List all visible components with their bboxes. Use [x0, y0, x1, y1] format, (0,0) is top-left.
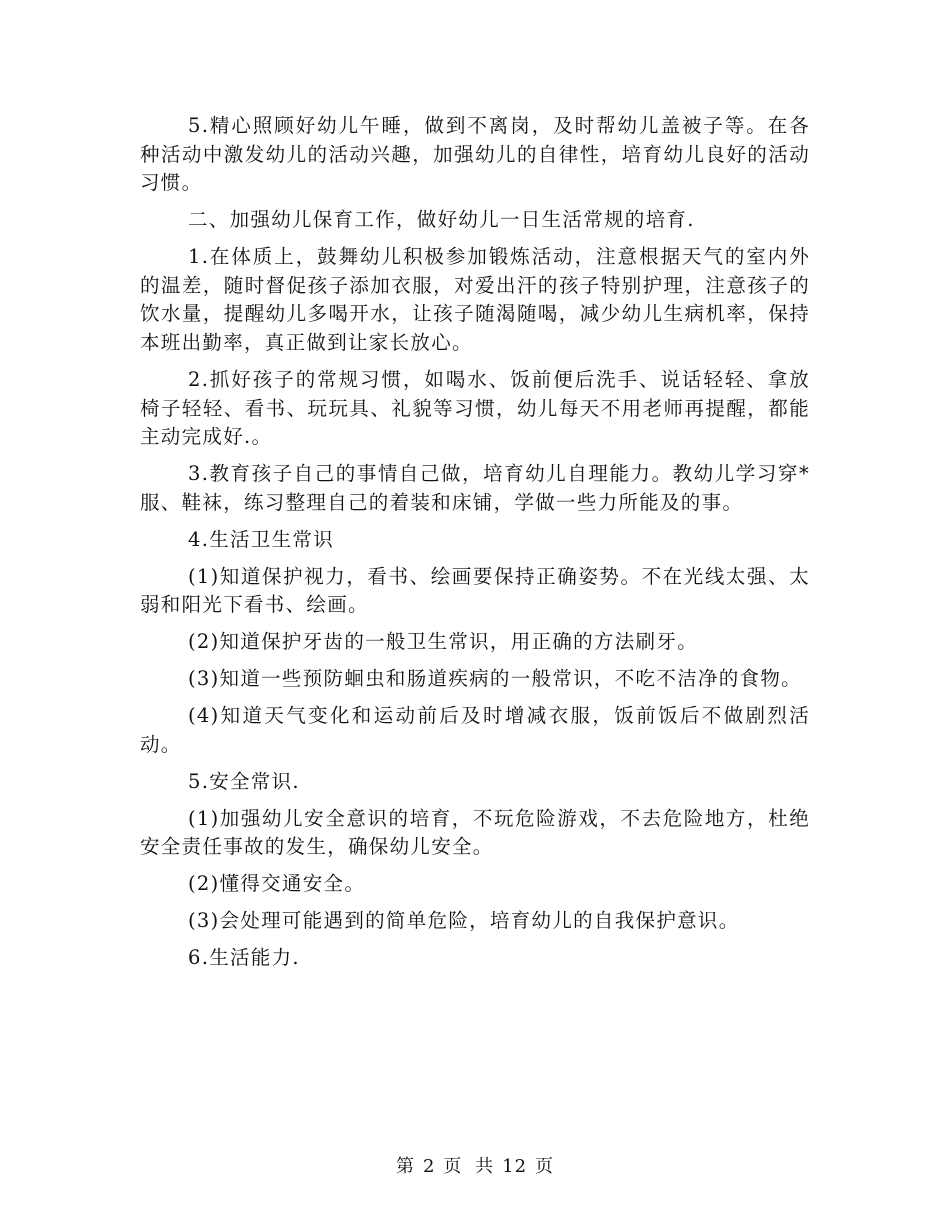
paragraph: 2.抓好孩子的常规习惯，如喝水、饭前便后洗手、说话轻轻、拿放椅子轻轻、看书、玩玩具、礼貌等习惯，幼儿每天不用老师再提醒，都能主动完成好.。	[140, 367, 810, 449]
list-item: (3)会处理可能遇到的简单危险，培育幼儿的自我保护意识。	[188, 909, 740, 933]
page-content	[140, 112, 810, 981]
list-item: (2)懂得交通安全。	[188, 872, 366, 896]
footer-prefix: 第	[395, 1156, 415, 1177]
current-page-number: 2	[422, 1156, 436, 1177]
subsection-heading: 5.安全常识.	[188, 769, 300, 793]
page-footer	[0, 1152, 950, 1178]
subsection-heading: 4.生活卫生常识	[188, 527, 335, 551]
paragraph: 1.在体质上，鼓舞幼儿积极参加锻炼活动，注意根据天气的室内外的温差，随时督促孩子添加衣服，对爱出汗的孩子特别护理，注意孩子的饮水量，提醒幼儿多喝开水，让孩子随渴随喝，减少幼儿生病机率，保持本班出勤率，真正做到让家长放心。	[140, 245, 810, 354]
list-item: (2)知道保护牙齿的一般卫生常识，用正确的方法刷牙。	[188, 630, 698, 654]
paragraph: 3.教育孩子自己的事情自己做，培育幼儿自理能力。教幼儿学习穿*服、鞋袜，练习整理自己的着装和床铺，学做一些力所能及的事。	[140, 462, 810, 514]
list-item: (1)知道保护视力，看书、绘画要保持正确姿势。不在光线太强、太弱和阳光下看书、绘画。	[140, 564, 810, 617]
list-item: (1)加强幼儿安全意识的培育，不玩危险游戏，不去危险地方，杜绝安全责任事故的发生，确保幼儿安全。	[140, 806, 810, 859]
list-item: (3)知道一些预防蛔虫和肠道疾病的一般常识，不吃不洁净的食物。	[188, 667, 802, 691]
footer-suffix: 页	[535, 1156, 555, 1177]
section-heading: 二、加强幼儿保育工作，做好幼儿一日生活常规的培育.	[188, 208, 695, 232]
footer-middle: 页 共	[443, 1156, 495, 1177]
total-page-count: 12	[502, 1156, 528, 1177]
subsection-heading: 6.生活能力.	[188, 946, 300, 970]
paragraph: 5.精心照顾好幼儿午睡，做到不离岗，及时帮幼儿盖被子等。在各种活动中激发幼儿的活动兴趣，加强幼儿的自律性，培育幼儿良好的活动习惯。	[140, 114, 810, 195]
list-item: (4)知道天气变化和运动前后及时增减衣服，饭前饭后不做剧烈活动。	[140, 704, 810, 756]
